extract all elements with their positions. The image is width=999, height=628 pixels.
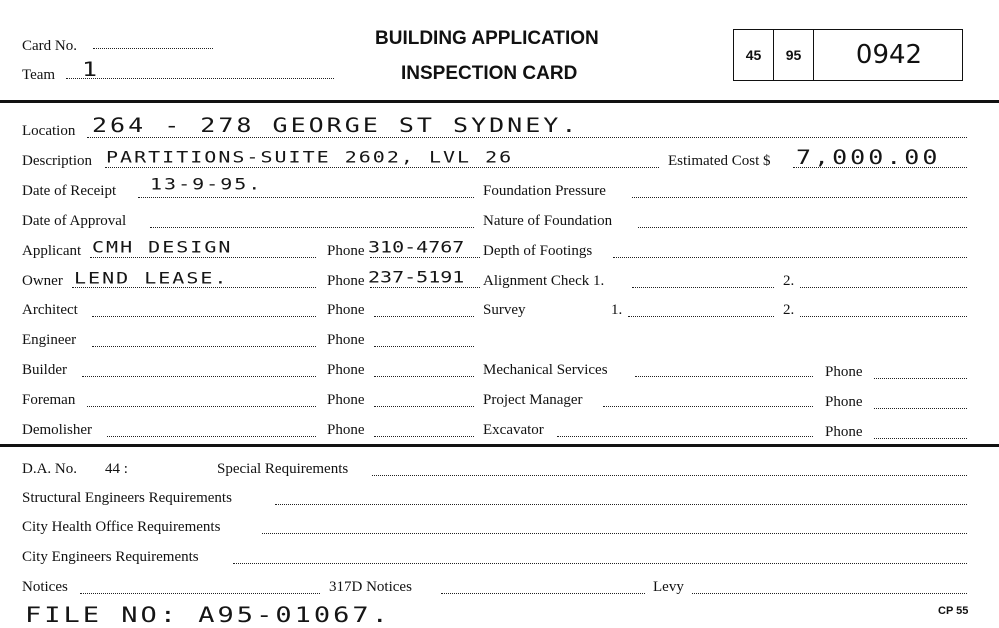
owner-phone-label: Phone [327,273,365,289]
applicant-phone-value: 310-4767 [368,237,465,257]
project-manager-phone-line[interactable] [874,408,967,409]
survey-1-line[interactable] [628,316,774,317]
card-no-label: Card No. [22,38,77,54]
project-manager-label: Project Manager [483,392,583,408]
excavator-phone-line[interactable] [874,438,967,439]
card-number: 0942 [855,40,923,70]
nature-of-foundation-label: Nature of Foundation [483,213,613,229]
demolisher-label: Demolisher [22,422,92,438]
depth-of-footings-line[interactable] [613,257,967,258]
survey-1-label: 1. [611,302,623,318]
builder-line[interactable] [82,376,316,377]
form-title-line1: BUILDING APPLICATION [375,28,599,49]
description-line[interactable] [105,167,659,168]
number-box-cell-2: 95 [774,30,814,80]
engineer-phone-line[interactable] [374,346,474,347]
engineer-phone-label: Phone [327,332,365,348]
demolisher-phone-line[interactable] [374,436,474,437]
notices-label: Notices [22,579,68,595]
special-requirements-label: Special Requirements [217,461,349,477]
applicant-phone-line[interactable] [370,257,480,258]
city-engineers-label: City Engineers Requirements [22,549,199,565]
demolisher-phone-label: Phone [327,422,365,438]
applicant-value: CMH DESIGN [92,237,233,257]
builder-phone-label: Phone [327,362,365,378]
mechanical-services-phone-label: Phone [825,364,863,380]
city-engineers-line[interactable] [233,563,967,564]
date-of-approval-label: Date of Approval [22,213,127,229]
structural-engineers-label: Structural Engineers Requirements [22,490,232,506]
mechanical-services-label: Mechanical Services [483,362,608,378]
owner-phone-value: 237-5191 [368,267,465,287]
team-line[interactable] [66,78,334,79]
file-number: FILE NO: A95-01067. [25,603,391,628]
excavator-label: Excavator [483,422,544,438]
fields-divider [0,444,999,447]
alignment-check-1-line[interactable] [632,287,774,288]
notices-line[interactable] [80,593,320,594]
foundation-pressure-line[interactable] [632,197,967,198]
da-no-value: 44 : [105,461,128,477]
date-of-approval-line[interactable] [150,227,474,228]
city-health-label: City Health Office Requirements [22,519,221,535]
da-no-label: D.A. No. [22,461,77,477]
foreman-line[interactable] [87,406,316,407]
structural-engineers-line[interactable] [275,504,967,505]
applicant-line[interactable] [90,257,316,258]
architect-label: Architect [22,302,78,318]
location-label: Location [22,123,76,139]
foreman-phone-line[interactable] [374,406,474,407]
special-requirements-line[interactable] [372,475,967,476]
owner-phone-line[interactable] [370,287,480,288]
date-of-receipt-label: Date of Receipt [22,183,117,199]
mechanical-services-phone-line[interactable] [874,378,967,379]
form-title-line2: INSPECTION CARD [401,63,578,84]
foreman-phone-label: Phone [327,392,365,408]
number-box-cell-1: 45 [734,30,774,80]
location-value: 264 - 278 GEORGE ST SYDNEY. [92,114,580,137]
demolisher-line[interactable] [107,436,316,437]
survey-2-label: 2. [783,302,795,318]
engineer-label: Engineer [22,332,77,348]
nature-of-foundation-line[interactable] [638,227,967,228]
project-manager-phone-label: Phone [825,394,863,410]
notices-317d-line[interactable] [441,593,645,594]
owner-value: LEND LEASE. [74,268,229,288]
card-number-box [733,29,963,81]
applicant-phone-label: Phone [327,243,365,259]
alignment-check-label: Alignment Check 1. [483,273,605,289]
architect-phone-line[interactable] [374,316,474,317]
city-health-line[interactable] [262,533,967,534]
alignment-check-2-label: 2. [783,273,795,289]
form-code: CP 55 [938,605,969,617]
card-no-line[interactable] [93,48,213,49]
foundation-pressure-label: Foundation Pressure [483,183,606,199]
alignment-check-2-line[interactable] [800,287,967,288]
team-label: Team [22,67,56,83]
depth-of-footings-label: Depth of Footings [483,243,593,259]
team-value: 1 [82,58,101,81]
header-divider [0,100,999,103]
architect-line[interactable] [92,316,316,317]
date-of-receipt-value: 13-9-95. [150,174,263,194]
description-label: Description [22,153,92,169]
notices-317d-label: 317D Notices [329,579,412,595]
mechanical-services-line[interactable] [635,376,813,377]
levy-label: Levy [653,579,684,595]
foreman-label: Foreman [22,392,76,408]
location-line[interactable] [87,137,967,138]
project-manager-line[interactable] [603,406,813,407]
survey-label: Survey [483,302,526,318]
excavator-phone-label: Phone [825,424,863,440]
date-of-receipt-line[interactable] [138,197,474,198]
applicant-label: Applicant [22,243,82,259]
builder-phone-line[interactable] [374,376,474,377]
architect-phone-label: Phone [327,302,365,318]
excavator-line[interactable] [557,436,813,437]
description-value: PARTITIONS-SUITE 2602, LVL 26 [106,147,514,167]
levy-line[interactable] [692,593,967,594]
estimated-cost-value: 7,000.00 [796,146,941,169]
survey-2-line[interactable] [800,316,967,317]
owner-label: Owner [22,273,63,289]
estimated-cost-label: Estimated Cost $ [668,153,771,169]
engineer-line[interactable] [92,346,316,347]
builder-label: Builder [22,362,67,378]
